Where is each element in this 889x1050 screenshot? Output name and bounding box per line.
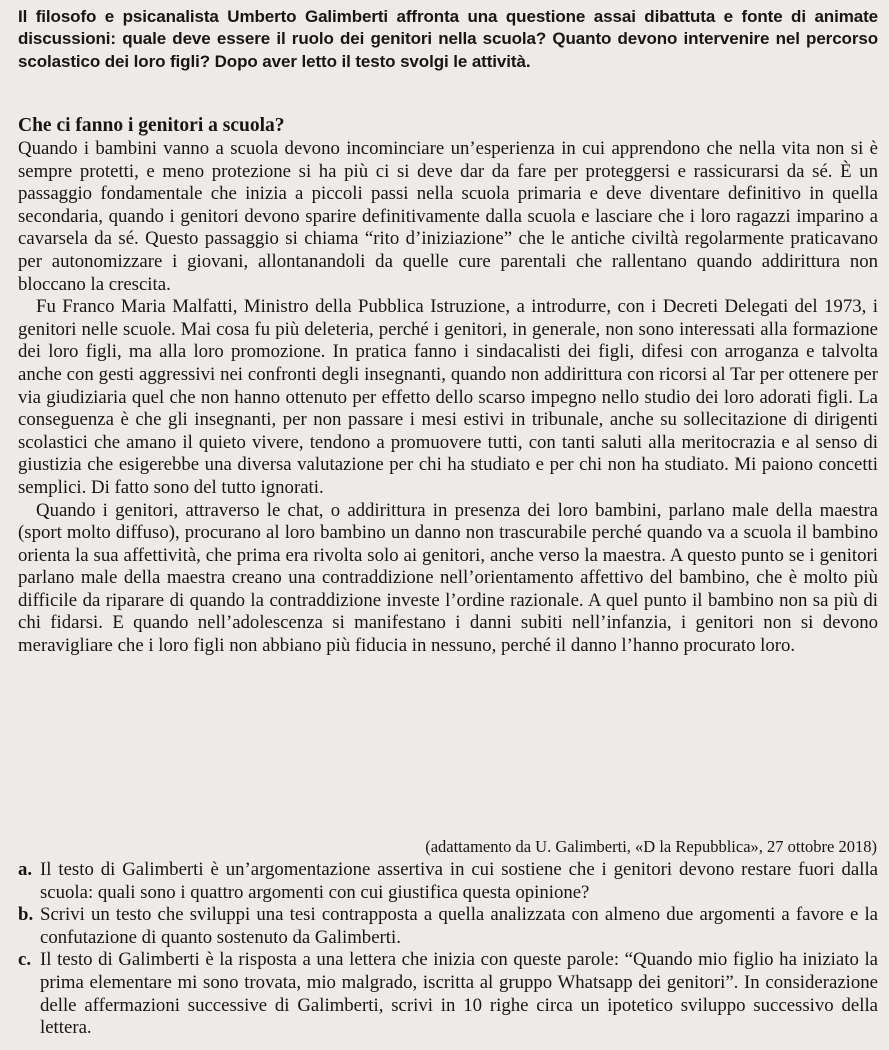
article-paragraph-3: Quando i genitori, attraverso le chat, o addirittura in presenza dei loro bambini, parlano male della maestra (sport molto diffuso), procurano al loro bambino un danno non trascurabile perché quando va a scuola il bambino orienta la sua affettività, che prima era rivolta solo ai genitori, anche verso la maestra. A questo punto se i genitori parlano male della maestra creano una contraddizione nell’orientamento affettivo del bambino, che è molto più difficile da riparare di quando la contraddizione investe l’ordine razionale. A quel punto il bambino non sa più di chi fidarsi. E quando nell’adolescenza si manifestano i danni subiti nell’infanzia, i genitori non si devono meravigliare che i loro figli non abbiano più fiducia in nessuno, perché il danno l’hanno procurato loro. [18,499,878,657]
article-paragraph-2: Fu Franco Maria Malfatti, Ministro della Pubblica Istruzione, a introdurre, con i Decreti Delegati del 1973, i genitori nelle scuole. Mai cosa fu più deleteria, perché i genitori, in generale, non sono interessati alla formazione dei loro figli, ma alla loro promozione. In pratica fanno i sindacalisti dei figli, difesi con arroganza e talvolta anche con gesti aggressivi nei confronti degli insegnanti, quando non addirittura con ricorsi al Tar per ottenere per via giudiziaria quel che non hanno ottenuto per effetto dello scarso impegno nello studio dei loro adorati figli. La conseguenza è che gli insegnanti, per non passare i mesi estivi in tribunale, anche su sollecitazione di dirigenti scolastici che amano il quieto vivere, tendono a promuovere tutti, con tanti saluti alla meritocrazia e al senso di giustizia che esigerebbe una diversa valutazione per chi ha studiato e per chi non ha studiato. Mi paiono concetti semplici. Di fatto sono del tutto ignorati. [18,296,878,498]
task-item-a [18,859,878,904]
task-letter: b. [18,904,34,926]
article-source: (adattamento da U. Galimberti, «D la Repubblica», 27 ottobre 2018) [425,837,877,856]
task-text: Scrivi un testo che sviluppi una tesi contrapposta a quella analizzata con almeno due argomenti a favore e la confutazione di quanto sostenuto da Galimberti. [40,904,878,948]
task-letter: a. [18,859,33,880]
task-letter: c. [18,949,32,971]
task-item-c [18,949,878,1039]
task-text: Il testo di Galimberti è un’argomentazione assertiva in cui sostiene che i genitori devono restare fuori dalla scuola: quali sono i quattro argomenti con cui giustifica questa opinione? [40,859,878,903]
article-paragraph-1: Quando i bambini vanno a scuola devono incominciare un’esperienza in cui apprendono che nella vita non si è sempre protetti, e meno protezione si ha più ci si deve dar da fare per proteggersi e rassicurarsi da sé. È un passaggio fondamentale che inizia a piccoli passi nella scuola primaria e deve diventare definitivo in quella secondaria, quando i genitori devono sparire definitivamente dalla scuola e lasciare che i loro ragazzi imparino a cavarsela da sé. Questo passaggio si chiama “rito d’iniziazione” che le antiche civiltà regolarmente praticavano per autonomizzare i giovani, allontanandoli da quelle cure parentali che rallentano quando addirittura non bloccano la crescita. [18,138,878,295]
article-body [18,138,878,658]
intro-paragraph: Il filosofo e psicanalista Umberto Galimberti affronta una questione assai dibattuta e fonte di animate discussioni: quale deve essere il ruolo dei genitori nella scuola? Quanto devono intervenire nel percorso scolastico dei loro figli? Dopo aver letto il testo svolgi le attività. [18,7,878,71]
article-title: Che ci fanno i genitori a scuola? [18,115,285,136]
task-text: Il testo di Galimberti è la risposta a una lettera che inizia con queste parole: “Quando mio figlio ha iniziato la prima elementare mi sono trovata, mio malgrado, iscritta al gruppo Whatsapp dei genitori”. In considerazione delle affermazioni successive di Galimberti, scrivi in 10 righe circa un ipotetico sviluppo successivo della lettera. [40,949,878,1039]
task-item-b [18,904,878,949]
task-list [18,859,878,1040]
